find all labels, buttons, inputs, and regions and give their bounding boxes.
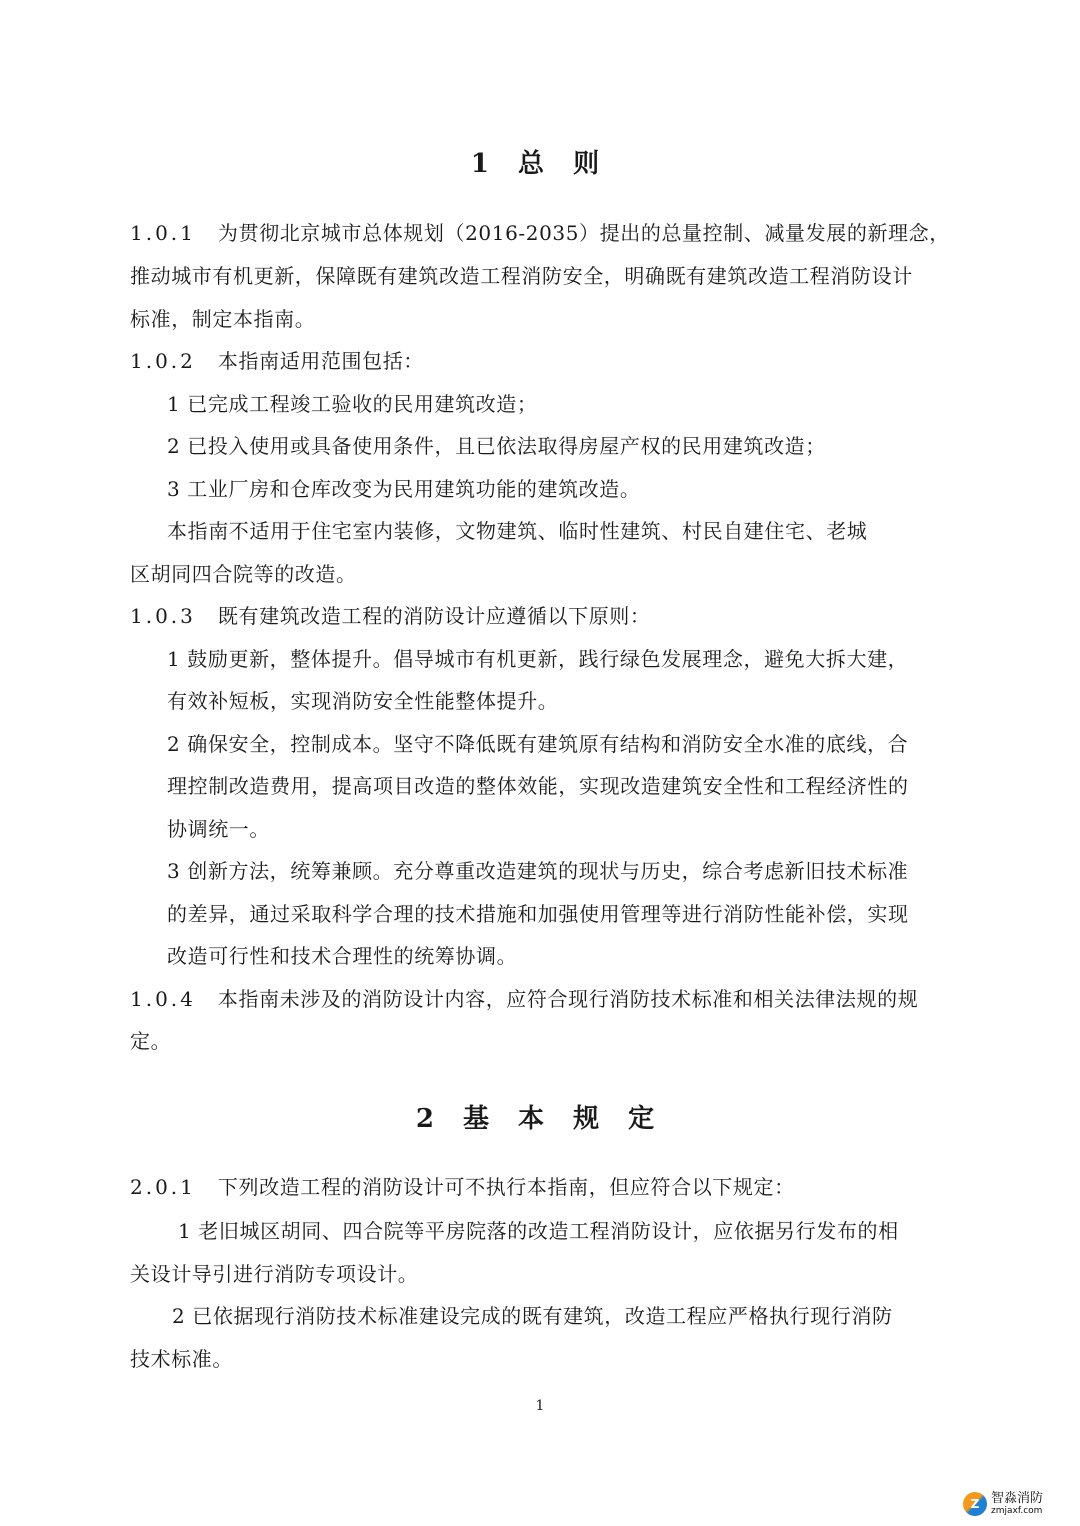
clause-text: 定。 bbox=[130, 1029, 172, 1053]
list-item: 3 创新方法，统筹兼顾。充分尊重改造建筑的现状与历史，综合考虑新旧技术标准 bbox=[167, 859, 909, 883]
list-item: 关设计导引进行消防专项设计。 bbox=[130, 1262, 419, 1286]
brand-logo-icon: Z bbox=[963, 1492, 987, 1516]
watermark-logo bbox=[963, 1487, 1078, 1521]
section-2-title: 2 基 本 规 定 bbox=[415, 1104, 665, 1134]
clause-text: 本指南适用范围包括： bbox=[217, 349, 424, 373]
clause-number: 1.0.4 bbox=[130, 987, 196, 1011]
clause-1-0-3 bbox=[130, 602, 651, 630]
page-number: 1 bbox=[535, 1398, 545, 1414]
clause-1-0-1 bbox=[130, 219, 950, 247]
list-item: 3 工业厂房和仓库改变为民用建筑功能的建筑改造。 bbox=[167, 477, 641, 501]
list-item: 协调统一。 bbox=[167, 817, 270, 841]
list-item: 的差异，通过采取科学合理的技术措施和加强使用管理等进行消防性能补偿，实现 bbox=[167, 902, 909, 926]
list-item: 1 已完成工程竣工验收的民用建筑改造； bbox=[167, 392, 538, 416]
brand-name: 智淼消防 bbox=[991, 1491, 1044, 1506]
brand-url: zmjaxf.com bbox=[991, 1506, 1043, 1516]
clause-number: 2.0.1 bbox=[130, 1175, 196, 1199]
clause-text: 推动城市有机更新，保障既有建筑改造工程消防安全，明确既有建筑改造工程消防设计 bbox=[130, 264, 913, 288]
list-item: 有效补短板，实现消防安全性能整体提升。 bbox=[167, 689, 559, 713]
list-item: 1 老旧城区胡同、四合院等平房院落的改造工程消防设计，应依据另行发布的相 bbox=[178, 1219, 899, 1243]
clause-1-0-4 bbox=[130, 985, 918, 1013]
section-1-title: 1 总 则 bbox=[470, 149, 610, 179]
list-item: 技术标准。 bbox=[130, 1347, 233, 1371]
note-text: 本指南不适用于住宅室内装修，文物建筑、临时性建筑、村民自建住宅、老城 bbox=[167, 519, 868, 543]
list-item: 2 已依据现行消防技术标准建设完成的既有建筑，改造工程应严格执行现行消防 bbox=[172, 1304, 893, 1328]
clause-text: 为贯彻北京城市总体规划（2016-2035）提出的总量控制、减量发展的新理念， bbox=[217, 221, 950, 245]
clause-2-0-1 bbox=[130, 1173, 795, 1201]
clause-number: 1.0.1 bbox=[130, 221, 196, 245]
list-item: 2 已投入使用或具备使用条件，且已依法取得房屋产权的民用建筑改造； bbox=[167, 434, 826, 458]
clause-text: 标准，制定本指南。 bbox=[130, 307, 316, 331]
list-item: 1 鼓励更新，整体提升。倡导城市有机更新，践行绿色发展理念，避免大拆大建， bbox=[167, 647, 909, 671]
note-text: 区胡同四合院等的改造。 bbox=[130, 562, 357, 586]
list-item: 理控制改造费用，提高项目改造的整体效能，实现改造建筑安全性和工程经济性的 bbox=[167, 774, 909, 798]
clause-text: 本指南未涉及的消防设计内容，应符合现行消防技术标准和相关法律法规的规 bbox=[217, 987, 919, 1011]
clause-text: 既有建筑改造工程的消防设计应遵循以下原则： bbox=[217, 604, 651, 628]
clause-text: 下列改造工程的消防设计可不执行本指南，但应符合以下规定： bbox=[217, 1175, 795, 1199]
clause-1-0-2 bbox=[130, 347, 424, 375]
list-item: 改造可行性和技术合理性的统筹协调。 bbox=[167, 944, 518, 968]
clause-number: 1.0.2 bbox=[130, 349, 196, 373]
clause-number: 1.0.3 bbox=[130, 604, 196, 628]
list-item: 2 确保安全，控制成本。坚守不降低既有建筑原有结构和消防安全水准的底线，合 bbox=[167, 732, 909, 756]
